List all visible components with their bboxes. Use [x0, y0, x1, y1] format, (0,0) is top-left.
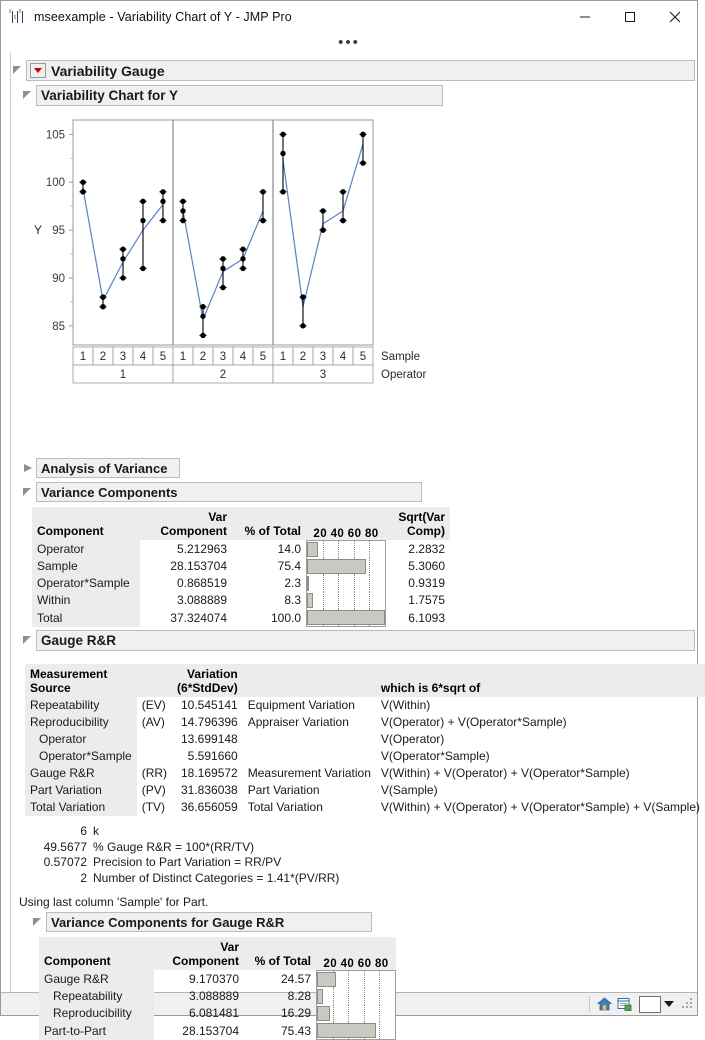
cell-variation: 10.545141 [181, 698, 238, 712]
svg-text:1: 1 [79, 351, 87, 363]
cell-var-component: 3.088889 [176, 593, 227, 607]
cell-pct-of-total: 8.3 [284, 593, 301, 607]
cell-which-is: V(Within) [380, 698, 431, 712]
part-column-note: Using last column 'Sample' for Part. [19, 895, 209, 909]
close-button[interactable] [652, 1, 697, 32]
bar-gridline [364, 1005, 365, 1022]
section-title-analysis-of-variance: Analysis of Variance [41, 460, 168, 476]
disclosure-triangle-icon[interactable] [32, 917, 43, 928]
variance-components-table [32, 507, 450, 627]
cell-pct-of-total: 75.43 [280, 1023, 311, 1038]
pct-bar-cell [306, 575, 386, 592]
col-var-component: Var Component [154, 937, 244, 970]
cell-abbreviation: (RR) [141, 766, 168, 780]
table-row[interactable] [39, 1022, 396, 1040]
pct-bar-track [306, 575, 386, 592]
col-description [243, 664, 376, 697]
window-title: mseexample - Variability Chart of Y - JMP Pro [34, 9, 292, 24]
bar-gridline [338, 541, 339, 558]
cell-component: Sample [32, 558, 140, 575]
svg-text:105: 105 [45, 129, 65, 142]
cell-measurement-source: Reproducibility [25, 714, 137, 731]
pct-bar-cell [306, 609, 386, 627]
disclosure-triangle-icon[interactable] [22, 635, 33, 646]
outline-rail [1, 52, 11, 992]
svg-text:2: 2 [99, 351, 107, 363]
section-variability-chart[interactable] [22, 85, 443, 106]
bar-gridline [354, 592, 355, 609]
pct-bar-cell [316, 1022, 396, 1040]
statistic-label: Number of Distinct Categories = 1.41*(PV/RR) [93, 870, 340, 885]
cell-pct-of-total: 100.0 [270, 610, 301, 625]
cell-description: Appraiser Variation [247, 715, 349, 729]
toolbar-overflow[interactable] [1, 33, 697, 52]
disclosure-triangle-icon[interactable] [22, 487, 33, 498]
bar-gridline [369, 592, 370, 609]
jmp-variability-icon: I I I [9, 8, 21, 21]
col-variation: Variation (6*StdDev) [172, 664, 243, 697]
cell-pct-of-total: 75.4 [277, 559, 301, 573]
svg-text:1: 1 [279, 351, 287, 363]
col-abbreviation [137, 664, 172, 697]
cell-var-component: 0.868519 [176, 576, 227, 590]
pct-bar-track [306, 540, 386, 558]
pct-bar-cell [306, 558, 386, 575]
svg-text:4: 4 [239, 351, 247, 363]
bar-gridline [333, 1005, 334, 1022]
cell-description: Measurement Variation [247, 766, 371, 780]
cell-which-is: V(Operator*Sample) [380, 749, 490, 763]
svg-text:2: 2 [299, 351, 307, 363]
caret-down-icon[interactable] [661, 996, 677, 1012]
table-row[interactable] [39, 1005, 396, 1022]
section-title-variability-chart: Variability Chart for Y [41, 88, 179, 103]
svg-text:Y: Y [34, 223, 43, 238]
cell-var-component: 5.212963 [176, 541, 227, 556]
cell-sqrt-var-comp: 2.2832 [408, 541, 445, 556]
resize-grip-icon[interactable] [681, 997, 695, 1011]
cell-sqrt-var-comp: 0.9319 [408, 576, 445, 590]
cell-abbreviation: (EV) [141, 698, 166, 712]
pct-bar-track [316, 988, 396, 1005]
pct-bar-track [316, 1022, 396, 1040]
pct-bar-cell [316, 988, 396, 1005]
section-variance-components[interactable] [22, 482, 422, 502]
maximize-button[interactable] [607, 1, 652, 32]
cell-component: Operator*Sample [32, 575, 140, 592]
cell-component: Operator [32, 540, 140, 558]
cell-description: Part Variation [247, 783, 320, 797]
statistic-row [25, 855, 339, 871]
cell-measurement-source: Operator*Sample [25, 748, 137, 765]
disclosure-triangle-icon[interactable] [22, 90, 33, 101]
statistic-label: Precision to Part Variation = RR/PV [93, 855, 282, 869]
table-row[interactable] [25, 731, 705, 748]
section-title-variance-components: Variance Components [41, 484, 178, 500]
bar-gridline [323, 541, 324, 558]
color-swatch[interactable] [639, 996, 661, 1013]
cell-component: Total [32, 609, 140, 627]
statistic-label: k [93, 824, 99, 838]
table-row[interactable] [32, 558, 450, 575]
pct-bar-track [316, 1005, 396, 1022]
bar-gridline [364, 971, 365, 988]
svg-text:3: 3 [219, 351, 227, 363]
cell-measurement-source: Total Variation [25, 799, 137, 816]
cell-pct-of-total: 24.57 [280, 971, 311, 986]
cell-sqrt-var-comp: 5.3060 [408, 559, 445, 573]
cell-var-component: 9.170370 [188, 971, 239, 986]
pct-bar-track [316, 970, 396, 988]
table-header-row [32, 507, 450, 540]
statistic-value: 49.5677 [43, 839, 87, 854]
cell-var-component: 28.153704 [182, 1023, 239, 1038]
cell-abbreviation: (TV) [141, 800, 166, 814]
svg-text:100: 100 [45, 177, 65, 190]
section-variance-components-grr[interactable] [32, 912, 372, 932]
cell-component: Within [32, 592, 140, 609]
table-row[interactable] [32, 592, 450, 609]
cell-description: Equipment Variation [247, 698, 355, 712]
cell-component: Repeatability [39, 988, 154, 1005]
svg-text:3: 3 [319, 369, 327, 381]
status-separator [589, 996, 590, 1012]
svg-text:2: 2 [199, 351, 207, 363]
section-title-variability-gauge: Variability Gauge [51, 62, 165, 79]
variability-chart [22, 110, 462, 395]
pct-bar-fill [317, 972, 336, 987]
svg-text:85: 85 [52, 320, 65, 333]
table-row[interactable] [32, 575, 450, 592]
bar-gridline [369, 575, 370, 592]
svg-text:3: 3 [319, 351, 327, 363]
pct-bar-track [306, 592, 386, 609]
pct-bar-track [306, 609, 386, 627]
col-bar-axis: 20 40 60 80 [306, 507, 386, 540]
statistic-row [25, 840, 339, 856]
cell-component: Part-to-Part [39, 1022, 154, 1040]
col-which-is: which is 6*sqrt of [376, 664, 705, 697]
table-header-row [25, 664, 705, 697]
cell-which-is: V(Operator) [380, 732, 445, 746]
disclosure-triangle-icon[interactable] [22, 463, 33, 474]
cell-measurement-source: Repeatability [25, 697, 137, 714]
pct-bar-cell [306, 592, 386, 609]
gauge-rr-statistics [25, 824, 339, 886]
bar-gridline [369, 541, 370, 558]
table-row[interactable] [25, 799, 705, 816]
pct-bar-cell [316, 1005, 396, 1022]
bar-gridline [369, 558, 370, 575]
cell-pct-of-total: 8.28 [287, 989, 311, 1003]
cell-component: Gauge R&R [39, 970, 154, 988]
cell-which-is: V(Operator) + V(Operator*Sample) [380, 715, 567, 729]
bar-gridline [364, 988, 365, 1005]
cell-measurement-source: Part Variation [25, 782, 137, 799]
col-measurement-source: Measurement Source [25, 664, 137, 697]
col-component: Component [39, 937, 154, 970]
bar-gridline [333, 988, 334, 1005]
svg-text:1: 1 [179, 351, 187, 363]
cell-variation: 31.836038 [181, 783, 238, 797]
bar-gridline [348, 988, 349, 1005]
statistic-value: 2 [80, 870, 87, 885]
report-content [1, 52, 701, 1038]
bar-gridline [338, 592, 339, 609]
cell-which-is: V(Within) + V(Operator) + V(Operator*Sample) [380, 766, 630, 780]
section-gauge-rr[interactable] [22, 630, 695, 651]
pct-bar-fill [307, 542, 318, 557]
statistic-label: % Gauge R&R = 100*(RR/TV) [93, 839, 255, 854]
pct-bar-fill [307, 610, 385, 625]
table-row[interactable] [32, 540, 450, 558]
svg-text:4: 4 [339, 351, 347, 363]
statistic-value: 6 [80, 824, 87, 838]
cell-abbreviation [137, 748, 172, 765]
variability-chart-svg [22, 110, 462, 395]
pct-bar-fill [317, 1006, 330, 1021]
cell-var-component: 28.153704 [170, 559, 227, 573]
statistic-row [25, 824, 339, 840]
cell-var-component: 37.324074 [170, 610, 227, 625]
cell-abbreviation [137, 731, 172, 748]
minimize-button[interactable] [562, 1, 607, 32]
bar-gridline [379, 988, 380, 1005]
svg-text:Sample: Sample [381, 351, 420, 363]
cell-var-component: 6.081481 [188, 1006, 239, 1020]
pct-bar-track [306, 558, 386, 575]
table-row[interactable] [39, 970, 396, 988]
cell-description [243, 731, 376, 748]
table-row[interactable] [25, 714, 705, 731]
table-row[interactable] [25, 765, 705, 782]
svg-text:Operator: Operator [381, 369, 427, 381]
bar-gridline [354, 541, 355, 558]
cell-variation: 13.699148 [181, 732, 238, 746]
variance-components-grr-table [39, 937, 396, 1040]
pct-bar-fill [317, 1023, 376, 1038]
cell-variation: 36.656059 [181, 800, 238, 814]
pct-bar-cell [316, 970, 396, 988]
bar-gridline [379, 971, 380, 988]
disclosure-triangle-icon[interactable] [12, 65, 23, 76]
pct-bar-cell [306, 540, 386, 558]
cell-measurement-source: Operator [25, 731, 137, 748]
pct-bar-fill [317, 989, 323, 1004]
col-pct-of-total: % of Total [232, 507, 306, 540]
report-window-icon[interactable] [614, 995, 634, 1013]
table-row[interactable] [32, 609, 450, 627]
table-header-row [39, 937, 396, 970]
cell-var-component: 3.088889 [188, 989, 239, 1003]
red-triangle-menu-icon[interactable] [30, 63, 46, 78]
col-sqrt-var-comp: Sqrt(Var Comp) [386, 507, 450, 540]
svg-text:2: 2 [219, 369, 227, 381]
pct-bar-fill [307, 559, 366, 574]
bar-gridline [379, 1022, 380, 1039]
bar-gridline [348, 971, 349, 988]
pct-bar-fill [307, 593, 313, 608]
bar-gridline [379, 1005, 380, 1022]
svg-text:90: 90 [52, 272, 65, 285]
cell-pct-of-total: 14.0 [277, 541, 301, 556]
bar-gridline [348, 1005, 349, 1022]
window-controls [562, 1, 697, 32]
bar-gridline [323, 592, 324, 609]
bar-gridline [338, 575, 339, 592]
bar-gridline [323, 575, 324, 592]
cell-variation: 18.169572 [181, 766, 238, 780]
svg-text:95: 95 [52, 225, 65, 238]
table-row[interactable] [25, 748, 705, 765]
cell-abbreviation: (AV) [141, 715, 165, 729]
col-pct-of-total: % of Total [244, 937, 316, 970]
col-var-component: Var Component [140, 507, 232, 540]
cell-description [243, 748, 376, 765]
cell-component: Reproducibility [39, 1005, 154, 1022]
cell-which-is: V(Sample) [380, 783, 438, 797]
table-row[interactable] [25, 697, 705, 714]
svg-text:5: 5 [259, 351, 267, 363]
section-variability-gauge[interactable] [12, 60, 695, 81]
cell-pct-of-total: 2.3 [284, 576, 301, 590]
section-title-variance-components-grr: Variance Components for Gauge R&R [51, 914, 285, 930]
table-row[interactable] [39, 988, 396, 1005]
section-title-gauge-rr: Gauge R&R [41, 633, 117, 648]
cell-sqrt-var-comp: 6.1093 [408, 610, 445, 625]
svg-text:5: 5 [359, 351, 367, 363]
section-analysis-of-variance[interactable] [22, 458, 180, 478]
col-bar-axis: 20 40 60 80 [316, 937, 396, 970]
window-titlebar [1, 1, 697, 33]
col-component: Component [32, 507, 140, 540]
svg-text:4: 4 [139, 351, 147, 363]
cell-variation: 5.591660 [187, 749, 238, 763]
statistic-row [25, 871, 339, 887]
cell-measurement-source: Gauge R&R [25, 765, 137, 782]
pct-bar-fill [307, 576, 309, 591]
overflow-dots-label: ••• [338, 33, 360, 51]
cell-which-is: V(Within) + V(Operator) + V(Operator*Sample) + V(Sample) [380, 800, 701, 814]
cell-abbreviation: (PV) [141, 783, 166, 797]
cell-description: Total Variation [247, 800, 323, 814]
cell-variation: 14.796396 [181, 715, 238, 729]
statistic-value: 0.57072 [43, 855, 87, 869]
bar-gridline [354, 575, 355, 592]
home-icon[interactable] [594, 995, 614, 1013]
table-row[interactable] [25, 782, 705, 799]
cell-sqrt-var-comp: 1.7575 [408, 593, 445, 607]
cell-pct-of-total: 16.29 [280, 1006, 311, 1020]
svg-text:1: 1 [119, 369, 127, 381]
svg-text:3: 3 [119, 351, 127, 363]
gauge-rr-table [25, 664, 705, 816]
svg-text:5: 5 [159, 351, 167, 363]
